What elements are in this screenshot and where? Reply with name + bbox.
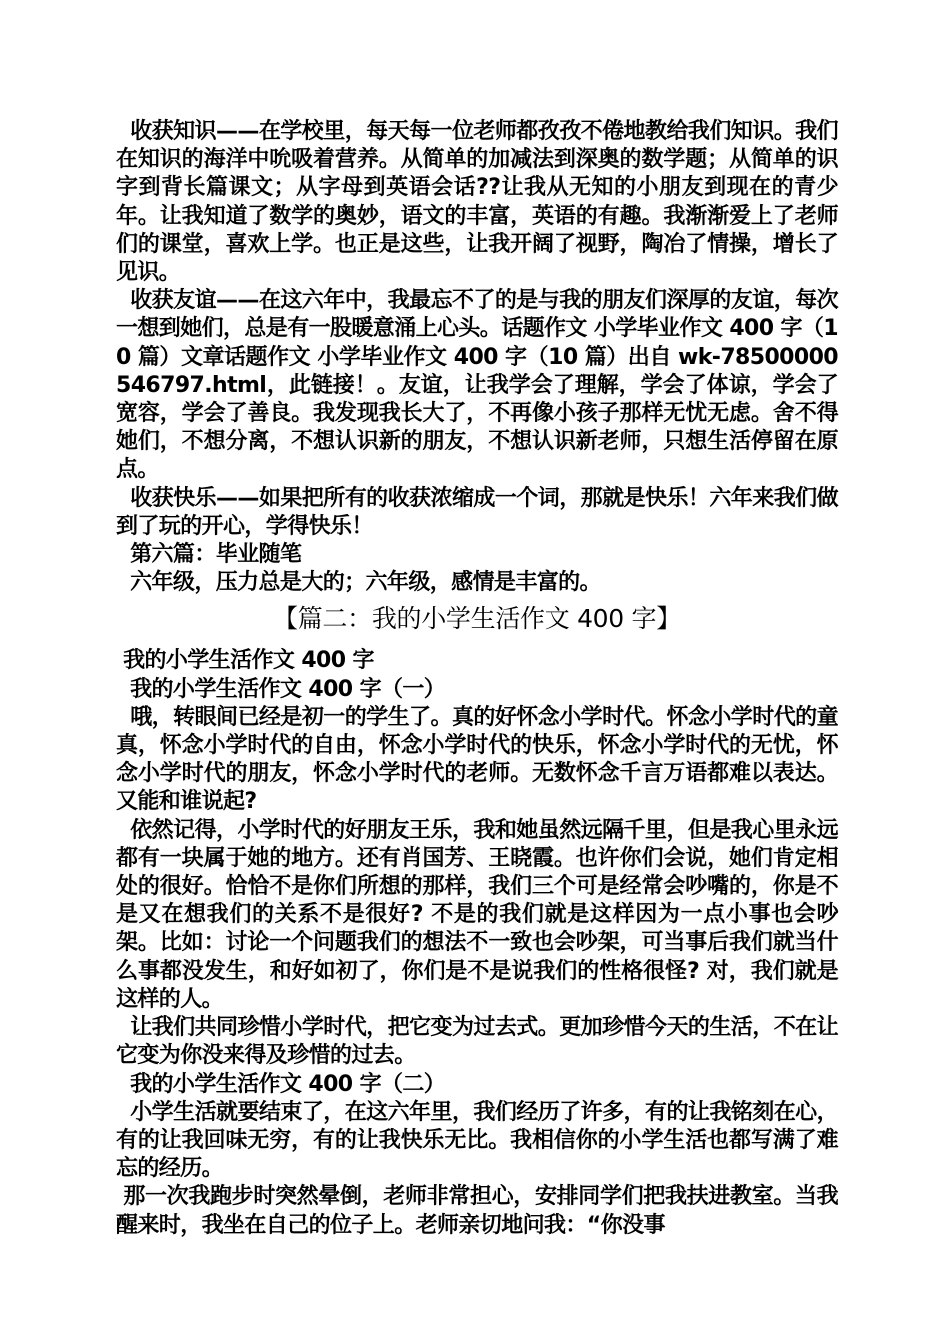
part-one-paragraph: 依然记得，小学时代的好朋友王乐，我和她虽然远隔千里，但是我心里永远都有一块属于她的地方。还有肖国芳、王晓霞。也许你们会说，她们肯定相处的很好。恰恰不是你们所想的那样，我们三个可是经常会吵嘴的，你是不是又在想我们的关系不是很好? 不是的我们就是这样因为一点小事也会吵架。比如：讨论一个问题我们的想法不一致也会吵架，可当事后我们就当什么事都没发生，和好如初了，你们是不是说我们的性格很怪? 对，我们就是这样的人。 (116, 817, 838, 1012)
part-two-title: 我的小学生活作文 400 字（二） (116, 1071, 446, 1097)
paragraph-knowledge: 收获知识——在学校里，每天每一位老师都孜孜不倦地教给我们知识。我们在知识的海洋中吮吸着营养。从简单的加减法到深奥的数学题；从简单的识字到背长篇课文；从字母到英语会话??让我从无知的小朋友到现在的青少年。让我知道了数学的奥妙，语文的丰富，英语的有趣。我渐渐爱上了老师们的课堂，喜欢上学。也正是这些，让我开阔了视野，陶冶了情操，增长了见识。 (116, 119, 839, 286)
paragraph-grade-six: 六年级，压力总是大的；六年级，感情是丰富的。 (116, 570, 601, 596)
part-one-title: 我的小学生活作文 400 字（一） (116, 676, 446, 702)
part-two-paragraph: 那一次我跑步时突然晕倒，老师非常担心，安排同学们把我扶进教室。当我醒来时，我坐在自己的位子上。老师亲切地问我：“你没事 (116, 1184, 839, 1238)
section-heading: 【篇二：我的小学生活作文 400 字】 (273, 604, 681, 634)
document-body (116, 118, 838, 1240)
part-two-paragraph: 小学生活就要结束了，在这六年里，我们经历了许多，有的让我铭刻在心，有的让我回味无穷，有的让我快乐无比。我相信你的小学生活也都写满了难忘的经历。 (116, 1099, 838, 1182)
part-one-paragraph: 哦，转眼间已经是初一的学生了。真的好怀念小学时代。怀念小学时代的童真，怀念小学时代的自由，怀念小学时代的快乐，怀念小学时代的无忧，怀念小学时代的朋友，怀念小学时代的老师。无数怀念千言万语都难以表达。又能和谁说起? (116, 704, 838, 815)
paragraph-happiness: 收获快乐——如果把所有的收获浓缩成一个词，那就是快乐！六年来我们做到了玩的开心，学得快乐！ (116, 485, 839, 539)
paragraph-friendship: 收获友谊——在这六年中，我最忘不了的是与我的朋友们深厚的友谊，每次一想到她们，总是有一股暖意涌上心头。话题作文 小学毕业作文 400 字（10 篇）文章话题作文 小学毕业作文 400 字（10 篇）出自 wk-78500000546797.html，此链接！。友谊，让我学会了理解，学会了体谅，学会了宽容，学会了善良。我发现我长大了，不再像小孩子那样无忧无虑。舍不得她们，不想分离，不想认识新的朋友，不想认识新老师，只想生活停留在原点。 (116, 288, 839, 483)
part-one-paragraph: 让我们共同珍惜小学时代，把它变为过去式。更加珍惜今天的生活，不在让它变为你没来得及珍惜的过去。 (116, 1015, 838, 1069)
essay-title: 我的小学生活作文 400 字 (116, 648, 374, 674)
paragraph-chapter-six-title: 第六篇：毕业随笔 (116, 542, 302, 568)
